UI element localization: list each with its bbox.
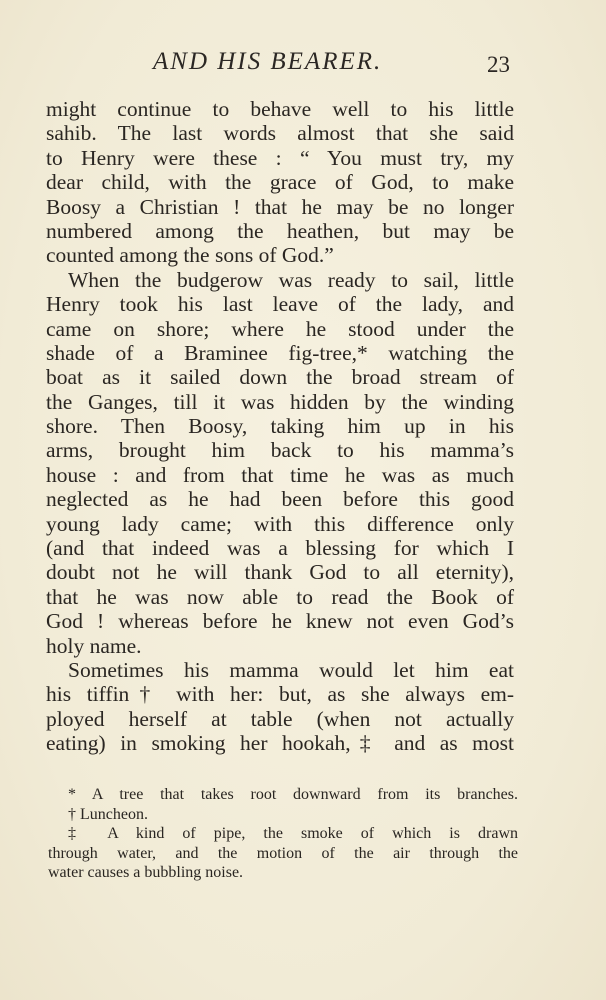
text-line: counted among the sons of God.” [46, 243, 334, 268]
running-title: AND HIS BEARER. [153, 48, 383, 75]
running-head [0, 46, 606, 80]
footnote-line: † Luncheon. [68, 805, 148, 823]
text-line: (and that indeed was a blessing for which I [46, 536, 514, 561]
text-line: Boosy a Christian ! that he may be no longer [46, 194, 514, 219]
text-line: Sometimes his mamma would let him eat [68, 657, 514, 682]
text-line: numbered among the heathen, but may be [46, 218, 514, 243]
footnote-line: water causes a bubbling noise. [48, 864, 244, 882]
text-line: the Ganges, till it was hidden by the winding [46, 389, 514, 414]
body-text [46, 97, 514, 756]
text-line: came on shore; where he stood under the [46, 316, 514, 341]
text-line: boat as it sailed down the broad stream of [46, 365, 514, 390]
text-line: might continue to behave well to his little [46, 97, 514, 121]
footnote-line: through water, and the motion of the air through the [48, 844, 518, 862]
footnotes [48, 785, 518, 883]
text-line: ployed herself at table (when not actually [46, 706, 514, 731]
text-line: his tiffin† with her: but, as she always em- [46, 682, 514, 707]
text-line: doubt not he will thank God to all eternity), [46, 560, 514, 585]
footnote-line: * A tree that takes root downward from its branches. [68, 786, 518, 803]
text-line: eating) in smoking her hookah,‡ and as most [46, 731, 514, 756]
text-line: neglected as he had been before this good [46, 487, 514, 512]
text-line: that he was now able to read the Book of [46, 584, 514, 609]
text-line: shore. Then Boosy, taking him up in his [46, 414, 514, 439]
footnote-line: ‡ A kind of pipe, the smoke of which is drawn [68, 825, 518, 843]
text-line: When the budgerow was ready to sail, little [68, 267, 514, 292]
text-line: to Henry were these : “ You must try, my [46, 145, 514, 170]
page-number: 23 [487, 52, 510, 77]
text-line: dear child, with the grace of God, to make [46, 170, 514, 195]
text-line: holy name. [46, 633, 142, 658]
text-line: young lady came; with this difference only [46, 511, 514, 536]
text-line: Henry took his last leave of the lady, and [46, 292, 514, 317]
text-line: shade of a Braminee fig-tree,* watching the [46, 340, 514, 365]
text-line: house : and from that time he was as much [46, 462, 514, 487]
text-line: arms, brought him back to his mamma’s [46, 438, 514, 463]
text-line: sahib. The last words almost that she said [46, 121, 514, 146]
text-line: God ! whereas before he knew not even God’s [46, 609, 514, 634]
